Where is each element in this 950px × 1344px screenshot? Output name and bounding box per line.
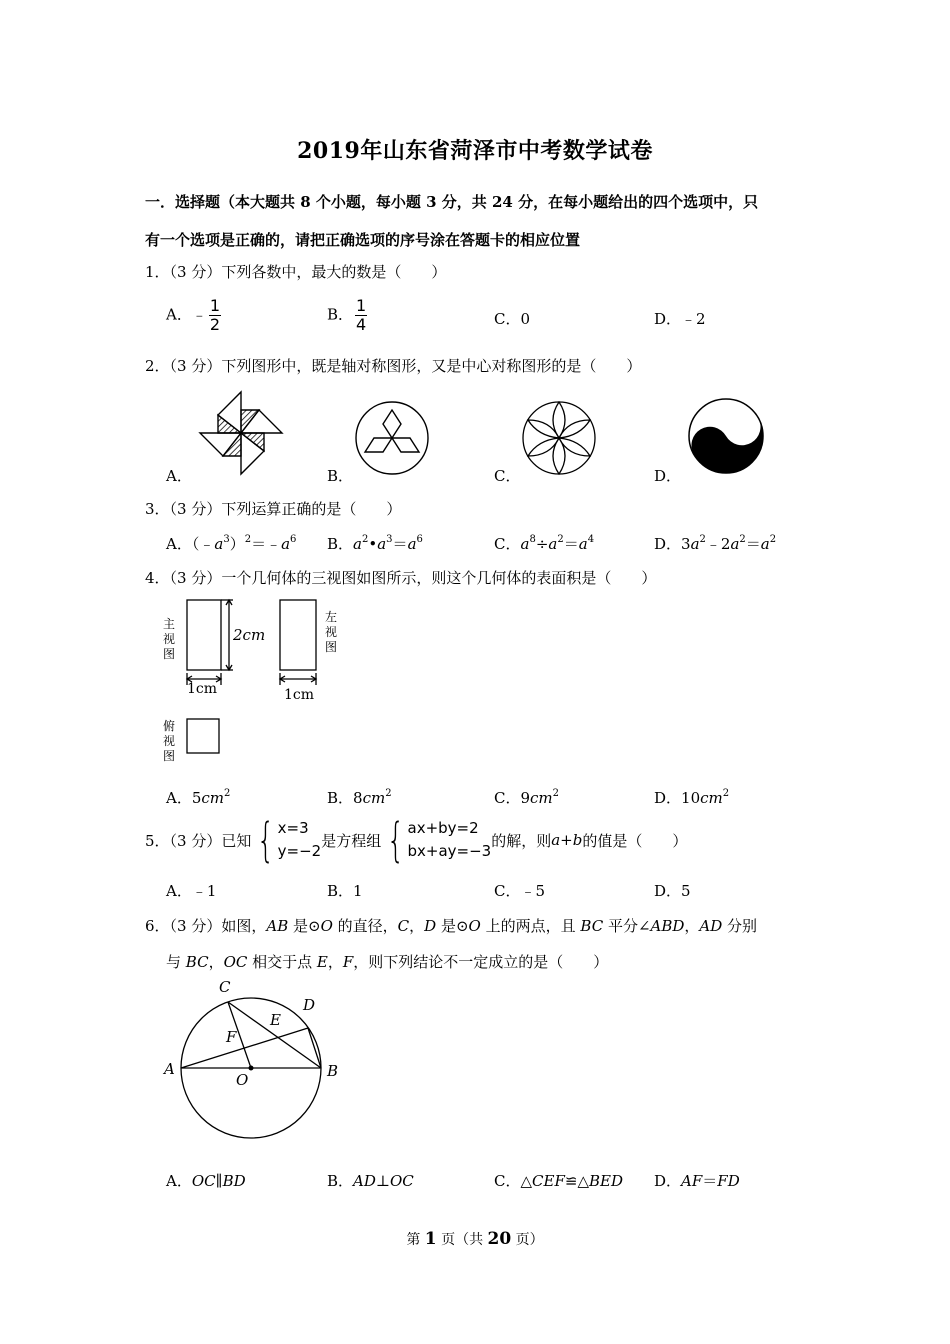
q6-line2: 与 BC，OC 相交于点 E，F，则下列结论不一定成立的是（ ）: [166, 953, 609, 971]
q6-line1-pre: 6．（3 分）如图，: [145, 917, 267, 935]
footer-pre: 第: [406, 1232, 425, 1248]
q3-c-label: C．: [494, 535, 521, 553]
q2-stem: 2．（3 分）下列图形中，既是轴对称图形，又是中心对称图形的是（ ）: [145, 357, 642, 375]
footer-page-number: 1: [424, 1229, 437, 1249]
q4-b-unit: cm: [362, 789, 386, 807]
point-f-label: F: [226, 1028, 237, 1046]
q5-option-d: D．5: [654, 882, 691, 900]
q1-b-denominator: 4: [356, 315, 367, 334]
yin-yang-figure: [687, 397, 765, 475]
q5-sys1-eq1: x=3: [277, 819, 309, 837]
q6-line2-pre: 与: [166, 953, 186, 971]
q5-stem-var: a+b: [551, 831, 583, 849]
q6-option-c: C．△CEF≌△BED: [494, 1172, 623, 1190]
q5-stem: [145, 813, 688, 867]
q4-c-label: C．9: [494, 789, 531, 807]
section-heading-line1: 一．选择题（本大题共 8 个小题，每小题 3 分，共 24 分，在每小题给出的四个选项中，只: [145, 193, 759, 211]
q1-a-fraction: [209, 297, 221, 334]
q3-b-label: B．: [327, 535, 354, 553]
q4-option-a: [166, 787, 230, 808]
q4-b-label: B．8: [327, 789, 363, 807]
section-heading-line2: 有一个选项是正确的，请把正确选项的序号涂在答题卡的相应位置: [145, 231, 581, 249]
q1-a-label: A．: [166, 305, 192, 324]
q4-b-exp: 2: [385, 788, 392, 799]
top-view-label: 俯视图: [163, 719, 176, 763]
page-footer: [0, 1229, 950, 1249]
q4-a-exp: 2: [224, 788, 231, 799]
q1-option-a: [166, 297, 221, 334]
q5-option-a: A．﹣1: [166, 882, 217, 900]
q3-option-c: C．$a^8\div a^2=a^4$: [494, 534, 595, 553]
q6-d-label: D．: [654, 1172, 682, 1190]
q6-option-b: B．AD⊥OC: [327, 1172, 414, 1190]
q5-system-2: { ax+by=2 bx+ay=−3: [387, 813, 492, 867]
q4-a-label: A．5: [166, 789, 202, 807]
q3-option-d: D．$3a^2﹣2a^2=a^2$: [654, 534, 777, 553]
q4-option-c: [494, 787, 559, 808]
q4-d-label: D．10: [654, 789, 701, 807]
q3-option-b: B．$a^2•a^3=a^6$: [327, 534, 423, 553]
q1-b-label: B．: [327, 305, 354, 324]
q2-option-b: B．: [327, 467, 354, 485]
left-width-dim-label: 1cm: [284, 687, 315, 703]
q4-d-exp: 2: [722, 788, 730, 799]
q5-stem-end: 的值是（ ）: [582, 831, 688, 850]
q4-stem: 4．（3 分）一个几何体的三视图如图所示，则这个几何体的表面积是（ ）: [145, 569, 657, 587]
q5-stem-pre: 5．（3 分）已知: [145, 831, 252, 850]
circle-geometry-figure: [160, 975, 350, 1145]
front-view-label: 主视图: [163, 617, 176, 661]
q4-d-unit: cm: [700, 789, 723, 807]
q5-option-c: C．﹣5: [494, 882, 546, 900]
q3-option-a: A．$(﹣a^3)^2=﹣a^6$: [166, 534, 297, 553]
q4-option-b: [327, 787, 392, 808]
q6-c-label: C．: [494, 1172, 521, 1190]
q6-a-label: A．: [166, 1172, 192, 1190]
q6-option-a: A．OC∥BD: [166, 1172, 246, 1190]
q1-option-b: [327, 297, 367, 334]
height-dim-label: 2cm: [233, 626, 266, 644]
q6-option-d: D．AF＝FD: [654, 1172, 740, 1190]
q3-stem: 3．（3 分）下列运算正确的是（ ）: [145, 500, 402, 518]
point-b-label: B: [327, 1062, 339, 1080]
point-a-label: A: [164, 1060, 175, 1078]
q4-c-exp: 2: [552, 788, 560, 799]
point-d-label: D: [303, 996, 316, 1014]
flower-circle-figure: [521, 400, 597, 476]
footer-post: 页）: [511, 1232, 544, 1248]
q5-option-b: B．1: [327, 882, 363, 900]
q4-c-unit: cm: [530, 789, 553, 807]
circle-three-diamonds-figure: [354, 400, 430, 476]
q4-a-unit: cm: [201, 789, 225, 807]
front-width-dim-label: 1cm: [187, 681, 218, 697]
q4-option-d: [654, 787, 729, 808]
q2-option-a: A．: [166, 467, 192, 485]
q1-stem: 1．（3 分）下列各数中，最大的数是（ ）: [145, 263, 447, 281]
q5-sys2-eq1: ax+by=2: [407, 819, 479, 837]
q2-option-c: C．: [494, 467, 521, 485]
q5-stem-mid: 是方程组: [321, 831, 382, 850]
q2-option-d: D．: [654, 467, 682, 485]
q1-b-fraction: [355, 297, 367, 334]
q1-option-d: D．﹣2: [654, 310, 706, 328]
footer-mid: 页（共: [436, 1232, 488, 1248]
q5-sys2-eq2: bx+ay=−3: [407, 842, 492, 860]
q1-b-numerator: 1: [356, 296, 367, 315]
q5-stem-post: 的解，则: [491, 831, 552, 850]
q3-d-label: D．: [654, 535, 682, 553]
q1-option-c: C．0: [494, 310, 531, 328]
pinwheel-figure: [198, 390, 284, 476]
page-title: 2019年山东省菏泽市中考数学试卷: [297, 138, 653, 164]
q6-line1: 6．（3 分）如图，AB 是⊙O 的直径，C，D 是⊙O 上的两点，且 BC 平分∠ABD，AD 分别: [145, 917, 758, 935]
q1-a-sign: ﹣: [191, 305, 207, 324]
left-view-label: 左视图: [325, 610, 338, 654]
q1-a-numerator: 1: [209, 296, 221, 315]
point-c-label: C: [219, 978, 231, 996]
q3-a-label: A．: [166, 535, 192, 553]
q1-a-denominator: 2: [209, 315, 221, 334]
point-e-label: E: [270, 1011, 281, 1029]
q5-sys1-eq2: y=−2: [277, 842, 322, 860]
q5-system-1: { x=3 y=−2: [257, 813, 322, 867]
footer-total-pages: 20: [487, 1229, 512, 1249]
point-o-label: O: [236, 1071, 249, 1089]
q6-b-label: B．: [327, 1172, 354, 1190]
